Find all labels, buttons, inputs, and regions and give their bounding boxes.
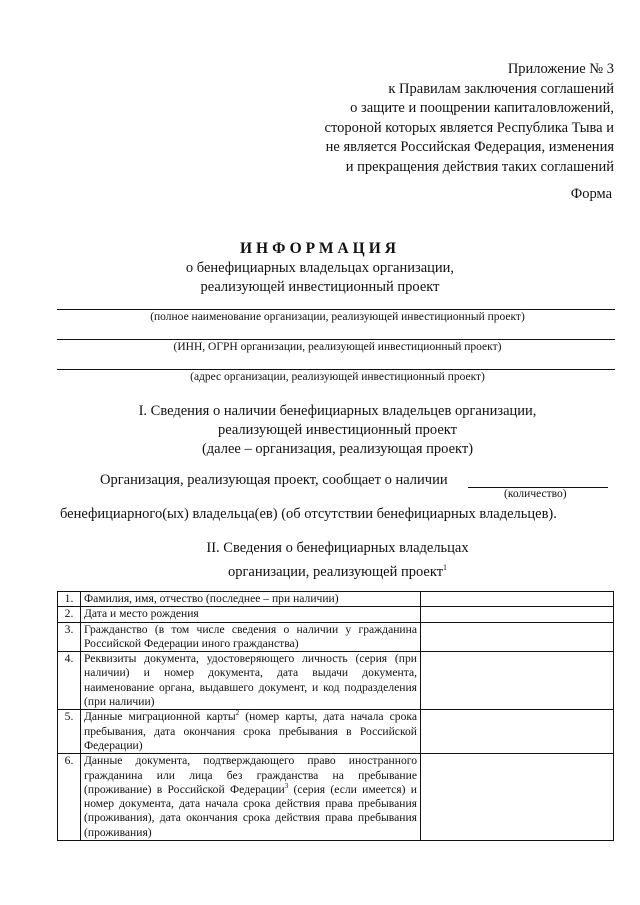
document-title: ИНФОРМАЦИЯ: [240, 240, 400, 257]
appendix-line: не является Российская Федерация, изменения: [325, 139, 614, 155]
section1-paragraph-start: Организация, реализующая проект, сообщает о наличии: [100, 472, 448, 488]
subtitle-line: реализующей инвестиционный проект: [200, 279, 440, 295]
row-description: [81, 754, 421, 841]
row-number: 1.: [58, 592, 81, 607]
org-name-caption: (полное наименование организации, реализующей инвестиционный проект): [150, 311, 525, 323]
row-value-cell[interactable]: [421, 607, 614, 622]
footnote-mark: 3: [284, 782, 289, 790]
form-label: Форма: [570, 186, 612, 202]
row-text-part: (серия (если имеется) и номер документа, дата начала срока действия права пребывания (проживания), дата окончания срока действия права пребывания (проживания): [84, 782, 417, 839]
table-row: [58, 754, 614, 841]
appendix-line: и прекращения действия таких соглашений: [345, 158, 614, 175]
section2-heading-text: организации, реализующей проект: [227, 563, 444, 580]
table-row: [58, 710, 614, 754]
row-value-cell[interactable]: [421, 710, 614, 754]
table-row: [58, 622, 614, 652]
address-caption: (адрес организации, реализующей инвестиционный проект): [190, 371, 485, 383]
section2-heading-line: [60, 558, 615, 582]
appendix-block: [288, 60, 614, 177]
row-number: 6.: [58, 754, 81, 841]
row-description: Гражданство (в том числе сведения о наличии у гражданина Российской Федерации иного гражданства): [81, 622, 421, 652]
section1-paragraph-end: бенефициарного(ых) владельца(ев) (об отсутствии бенефициарных владельцев).: [60, 506, 557, 522]
subtitle-line: о бенефициарных владельцах организации,: [185, 260, 455, 276]
inn-ogrn-caption: (ИНН, ОГРН организации, реализующей инвестиционный проект): [173, 341, 502, 353]
row-number: 3.: [58, 622, 81, 652]
beneficiary-table: [57, 591, 614, 841]
row-number: 2.: [58, 607, 81, 622]
document-subtitle: [0, 259, 640, 297]
section1-heading-line: I. Сведения о наличии бенефициарных владельцев организации,: [138, 403, 537, 419]
section2-heading: [60, 539, 615, 582]
address-line: [57, 369, 615, 370]
footnote-mark: 1: [443, 563, 448, 572]
appendix-line: к Правилам заключения соглашений: [388, 80, 614, 97]
inn-ogrn-line: [57, 339, 615, 340]
row-description: Дата и место рождения: [81, 607, 421, 622]
table-row: [58, 652, 614, 710]
org-name-line: [57, 309, 615, 310]
row-description: Реквизиты документа, удостоверяющего личность (серия (при наличии) и номер документа, дата выдачи документа, наименование органа, выдавшего документ, и код подразделения (при наличии): [81, 652, 421, 710]
footnote-mark: 2: [235, 709, 240, 718]
appendix-line: Приложение № 3: [507, 61, 614, 77]
row-text-part: (номер карты, дата начала срока пребывания, дата окончания срока пребывания в Российской Федерации): [84, 710, 417, 752]
row-value-cell[interactable]: [421, 592, 614, 607]
row-description: Фамилия, имя, отчество (последнее – при наличии): [81, 592, 421, 607]
quantity-caption: (количество): [504, 488, 567, 500]
row-text-part: Данные документа, подтверждающего право иностранного гражданина или лица без гражданства на пребывание (проживание) в Российской Федерации: [84, 754, 417, 796]
section1-heading-line: реализующей инвестиционный проект: [217, 422, 457, 438]
section2-heading-line: II. Сведения о бенефициарных владельцах: [206, 540, 469, 556]
row-value-cell[interactable]: [421, 754, 614, 841]
row-text-part: Данные миграционной карты: [84, 710, 236, 724]
appendix-line: стороной которых является Республика Тыва и: [324, 119, 614, 136]
row-description: [81, 710, 421, 754]
table-row: [58, 592, 614, 607]
table-row: [58, 607, 614, 622]
section1-heading: [60, 402, 615, 459]
row-value-cell[interactable]: [421, 622, 614, 652]
appendix-line: о защите и поощрении капиталовложений,: [350, 100, 614, 116]
row-number: 4.: [58, 652, 81, 710]
section1-heading-line: (далее – организация, реализующая проект): [201, 441, 474, 457]
row-value-cell[interactable]: [421, 652, 614, 710]
row-number: 5.: [58, 710, 81, 754]
